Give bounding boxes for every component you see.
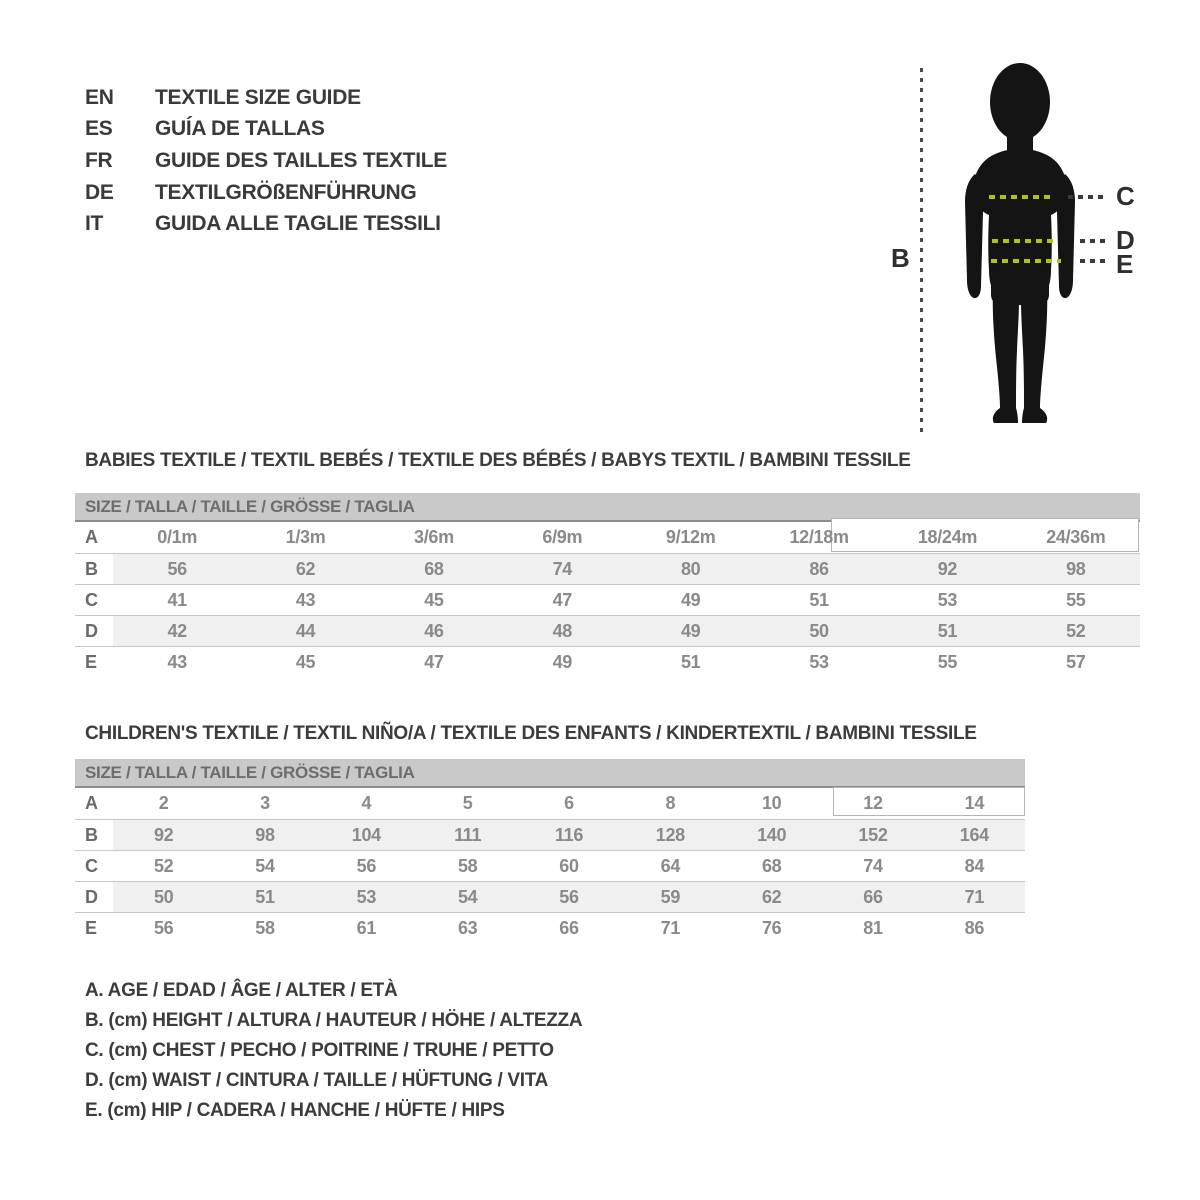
- children-cell-B-7: 152: [858, 824, 888, 845]
- children-row-label: B: [85, 824, 98, 845]
- babies-cell-B-3: 74: [552, 558, 573, 579]
- hip-measure-line: [991, 259, 1061, 263]
- language-title: GUÍA DE TALLAS: [155, 117, 325, 141]
- children-cell-A-7: 12: [863, 793, 883, 813]
- language-title: TEXTILE SIZE GUIDE: [155, 85, 361, 109]
- children-cell-C-1: 54: [255, 855, 275, 876]
- babies-size-table: [75, 493, 1140, 677]
- babies-cell-D-1: 44: [295, 620, 316, 641]
- children-cell-C-0: 52: [153, 855, 174, 876]
- babies-row-label: D: [85, 620, 98, 641]
- babies-cell-C-2: 45: [424, 589, 444, 610]
- children-cell-E-3: 63: [457, 917, 478, 938]
- babies-cell-C-7: 55: [1066, 589, 1086, 610]
- children-row-label: C: [85, 855, 98, 876]
- language-title: GUIDA ALLE TAGLIE TESSILI: [155, 212, 441, 236]
- babies-section-heading: BABIES TEXTILE / TEXTIL BEBÉS / TEXTILE DES BÉBÉS / BABYS TEXTIL / BAMBINI TESSILE: [85, 450, 911, 471]
- children-cell-C-3: 58: [457, 855, 478, 876]
- children-cell-E-2: 61: [356, 917, 377, 938]
- legend-age: A. AGE / EDAD / ÂGE / ALTER / ETÀ: [85, 980, 398, 1001]
- babies-cell-E-1: 45: [295, 651, 316, 672]
- children-cell-D-4: 56: [559, 886, 579, 907]
- children-cell-C-6: 68: [761, 855, 782, 876]
- children-cell-D-7: 66: [863, 886, 883, 907]
- language-code: EN: [85, 85, 114, 109]
- babies-cell-B-7: 98: [1066, 558, 1086, 579]
- language-row-fr: [85, 145, 447, 177]
- children-cell-D-8: 71: [964, 886, 985, 907]
- children-cell-B-5: 128: [655, 824, 685, 845]
- legend-hip: E. (cm) HIP / CADERA / HANCHE / HÜFTE / HIPS: [85, 1100, 505, 1121]
- language-list: [85, 82, 447, 240]
- children-cell-E-8: 86: [964, 917, 985, 938]
- children-cell-C-2: 56: [356, 855, 377, 876]
- children-cell-B-8: 164: [959, 824, 989, 845]
- babies-cell-C-1: 43: [295, 589, 316, 610]
- babies-cell-A-6: 18/24m: [917, 527, 978, 547]
- children-cell-D-6: 62: [761, 886, 782, 907]
- children-cell-C-7: 74: [863, 855, 883, 876]
- language-code: FR: [85, 148, 113, 172]
- babies-cell-C-0: 41: [167, 589, 187, 610]
- language-code: IT: [85, 212, 104, 236]
- babies-cell-E-2: 47: [424, 651, 444, 672]
- babies-cell-B-2: 68: [424, 558, 444, 579]
- children-cell-B-3: 111: [454, 824, 482, 845]
- babies-cell-C-5: 51: [809, 589, 829, 610]
- children-cell-B-0: 92: [153, 824, 174, 845]
- children-cell-D-0: 50: [153, 886, 174, 907]
- language-row-de: [85, 177, 447, 209]
- language-title: GUIDE DES TAILLES TEXTILE: [155, 148, 447, 172]
- children-cell-E-6: 76: [761, 917, 782, 938]
- children-section-heading: CHILDREN'S TEXTILE / TEXTIL NIÑO/A / TEXTILE DES ENFANTS / KINDERTEXTIL / BAMBINI TESSILE: [85, 723, 977, 744]
- babies-cell-C-3: 47: [552, 589, 573, 610]
- children-cell-A-3: 5: [462, 793, 473, 813]
- babies-cell-C-4: 49: [680, 589, 701, 610]
- children-cell-B-6: 140: [757, 824, 787, 845]
- children-row-label: D: [85, 886, 98, 907]
- children-cell-A-2: 4: [361, 793, 372, 813]
- language-row-en: [85, 82, 447, 114]
- babies-row-D: [75, 615, 1140, 646]
- babies-cell-A-1: 1/3m: [285, 527, 326, 547]
- babies-cell-E-3: 49: [552, 651, 573, 672]
- chest-measure-line: [989, 195, 1055, 199]
- babies-cell-A-0: 0/1m: [157, 527, 198, 547]
- children-size-header-band: SIZE / TALLA / TAILLE / GRÖSSE / TAGLIA: [75, 759, 1025, 786]
- babies-size-header-band: SIZE / TALLA / TAILLE / GRÖSSE / TAGLIA: [75, 493, 1140, 520]
- children-row-A: [75, 788, 1025, 819]
- babies-cell-D-5: 50: [809, 620, 829, 641]
- children-cell-E-0: 56: [153, 917, 174, 938]
- children-row-C: [75, 850, 1025, 881]
- chest-leader-line: [1068, 195, 1106, 199]
- children-cell-A-0: 2: [158, 793, 169, 813]
- height-measure-dotted-line: [920, 68, 923, 433]
- children-cell-B-2: 104: [351, 824, 381, 845]
- babies-row-A: [75, 522, 1140, 553]
- legend-chest: C. (cm) CHEST / PECHO / POITRINE / TRUHE / PETTO: [85, 1040, 554, 1061]
- children-cell-D-2: 53: [356, 886, 377, 907]
- babies-row-B: [75, 553, 1140, 584]
- babies-row-label: A: [85, 527, 98, 547]
- babies-row-label: C: [85, 589, 98, 610]
- language-row-it: [85, 208, 447, 240]
- children-row-B: [75, 819, 1025, 850]
- children-cell-D-3: 54: [457, 886, 478, 907]
- children-cell-A-6: 10: [761, 793, 782, 813]
- babies-cell-D-3: 48: [552, 620, 573, 641]
- children-cell-D-5: 59: [660, 886, 681, 907]
- children-cell-D-1: 51: [255, 886, 275, 907]
- children-cell-B-4: 116: [554, 824, 584, 845]
- children-cell-A-5: 8: [665, 793, 676, 813]
- babies-cell-D-0: 42: [167, 620, 187, 641]
- children-cell-B-1: 98: [255, 824, 275, 845]
- babies-cell-D-7: 52: [1066, 620, 1086, 641]
- children-cell-A-1: 3: [260, 793, 270, 813]
- babies-row-label: B: [85, 558, 98, 579]
- babies-table-body: [75, 522, 1140, 677]
- children-cell-E-4: 66: [559, 917, 579, 938]
- language-code: ES: [85, 117, 113, 141]
- waist-measure-line: [992, 239, 1058, 243]
- babies-cell-B-0: 56: [167, 558, 187, 579]
- children-cell-C-5: 64: [660, 855, 681, 876]
- babies-cell-E-7: 57: [1066, 651, 1086, 672]
- babies-cell-B-1: 62: [295, 558, 316, 579]
- children-row-label: A: [85, 793, 98, 813]
- babies-cell-D-4: 49: [680, 620, 701, 641]
- figure-label-hip: E: [1116, 249, 1134, 279]
- babies-cell-E-0: 43: [167, 651, 187, 672]
- measurement-legend: [85, 976, 582, 1126]
- babies-row-C: [75, 584, 1140, 615]
- children-cell-E-7: 81: [863, 917, 883, 938]
- children-cell-C-8: 84: [964, 855, 985, 876]
- children-row-label: E: [85, 917, 97, 938]
- babies-cell-A-7: 24/36m: [1046, 527, 1106, 547]
- language-code: DE: [85, 180, 114, 204]
- figure-label-waist: D: [1116, 225, 1135, 255]
- babies-cell-E-5: 53: [809, 651, 829, 672]
- figure-label-height: B: [891, 243, 910, 273]
- children-cell-E-5: 71: [660, 917, 681, 938]
- children-cell-A-8: 14: [964, 793, 985, 813]
- children-cell-C-4: 60: [559, 855, 579, 876]
- language-row-es: [85, 114, 447, 146]
- children-row-D: [75, 881, 1025, 912]
- legend-waist: D. (cm) WAIST / CINTURA / TAILLE / HÜFTUNG / VITA: [85, 1070, 549, 1091]
- babies-cell-E-6: 55: [937, 651, 958, 672]
- children-cell-E-1: 58: [255, 917, 275, 938]
- children-table-body: [75, 788, 1025, 943]
- babies-cell-A-3: 6/9m: [542, 527, 583, 547]
- babies-cell-D-6: 51: [937, 620, 958, 641]
- babies-cell-D-2: 46: [424, 620, 444, 641]
- babies-cell-E-4: 51: [680, 651, 701, 672]
- figure-label-chest: C: [1116, 181, 1135, 211]
- babies-cell-C-6: 53: [937, 589, 958, 610]
- children-size-table: [75, 759, 1025, 943]
- babies-cell-A-5: 12/18m: [789, 527, 849, 547]
- language-title: TEXTILGRÖßENFÜHRUNG: [155, 180, 417, 204]
- children-row-E: [75, 912, 1025, 943]
- hip-leader-line: [1080, 259, 1106, 263]
- babies-cell-A-2: 3/6m: [414, 527, 454, 547]
- babies-cell-B-4: 80: [680, 558, 701, 579]
- babies-row-label: E: [85, 651, 97, 672]
- children-cell-A-4: 6: [564, 793, 574, 813]
- babies-cell-B-6: 92: [937, 558, 958, 579]
- babies-cell-B-5: 86: [809, 558, 829, 579]
- waist-leader-line: [1080, 239, 1106, 243]
- babies-cell-A-4: 9/12m: [665, 527, 716, 547]
- legend-height: B. (cm) HEIGHT / ALTURA / HAUTEUR / HÖHE / ALTEZZA: [85, 1010, 583, 1031]
- babies-row-E: [75, 646, 1140, 677]
- child-silhouette-icon: [958, 62, 1082, 430]
